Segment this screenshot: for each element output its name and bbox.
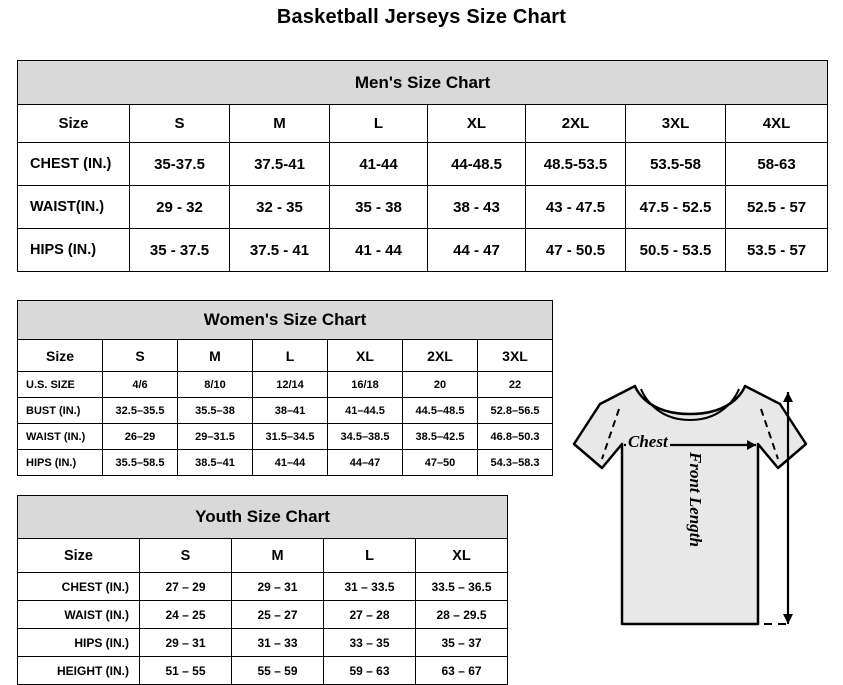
mens-row-label-hips: HIPS (IN.) xyxy=(18,229,130,272)
womens-ussize-xl: 16/18 xyxy=(328,372,403,398)
mens-header-xl: XL xyxy=(428,105,526,143)
youth-height-s: 51 – 55 xyxy=(140,657,232,685)
mens-chest-s: 35-37.5 xyxy=(130,143,230,186)
page-title: Basketball Jerseys Size Chart xyxy=(276,6,567,28)
mens-chest-3xl: 53.5-58 xyxy=(626,143,726,186)
youth-height-l: 59 – 63 xyxy=(324,657,416,685)
mens-hips-xl: 44 - 47 xyxy=(428,229,526,272)
youth-height-xl: 63 – 67 xyxy=(416,657,508,685)
womens-bust-3xl: 52.8–56.5 xyxy=(478,398,553,424)
table-row xyxy=(18,424,553,450)
mens-waist-4xl: 52.5 - 57 xyxy=(726,186,828,229)
youth-chart-title: Youth Size Chart xyxy=(18,496,508,539)
youth-chest-xl: 33.5 – 36.5 xyxy=(416,573,508,601)
mens-header-row xyxy=(18,105,828,143)
mens-hips-l: 41 - 44 xyxy=(330,229,428,272)
womens-header-row xyxy=(18,340,553,372)
table-row xyxy=(18,229,828,272)
womens-hips-2xl: 47–50 xyxy=(403,450,478,476)
table-row xyxy=(18,573,508,601)
youth-chart-title-row xyxy=(18,496,508,539)
youth-waist-xl: 28 – 29.5 xyxy=(416,601,508,629)
womens-bust-l: 38–41 xyxy=(253,398,328,424)
womens-header-size: Size xyxy=(18,340,103,372)
mens-chest-xl: 44-48.5 xyxy=(428,143,526,186)
table-row xyxy=(18,601,508,629)
mens-hips-s: 35 - 37.5 xyxy=(130,229,230,272)
youth-header-xl: XL xyxy=(416,539,508,573)
youth-row-label-chest: CHEST (IN.) xyxy=(18,573,140,601)
youth-row-label-height: HEIGHT (IN.) xyxy=(18,657,140,685)
table-row xyxy=(18,398,553,424)
youth-size-chart-table xyxy=(17,495,508,685)
womens-bust-s: 32.5–35.5 xyxy=(103,398,178,424)
womens-ussize-m: 8/10 xyxy=(178,372,253,398)
mens-hips-2xl: 47 - 50.5 xyxy=(526,229,626,272)
table-row xyxy=(18,372,553,398)
womens-ussize-3xl: 22 xyxy=(478,372,553,398)
womens-ussize-s: 4/6 xyxy=(103,372,178,398)
womens-waist-3xl: 46.8–50.3 xyxy=(478,424,553,450)
womens-chart-title-row xyxy=(18,301,553,340)
table-row xyxy=(18,186,828,229)
mens-hips-3xl: 50.5 - 53.5 xyxy=(626,229,726,272)
mens-hips-m: 37.5 - 41 xyxy=(230,229,330,272)
shirt-measurement-diagram xyxy=(540,352,840,672)
womens-header-l: L xyxy=(253,340,328,372)
youth-hips-xl: 35 – 37 xyxy=(416,629,508,657)
mens-header-4xl: 4XL xyxy=(726,105,828,143)
mens-size-chart-table xyxy=(17,60,828,272)
womens-waist-2xl: 38.5–42.5 xyxy=(403,424,478,450)
youth-hips-s: 29 – 31 xyxy=(140,629,232,657)
womens-hips-3xl: 54.3–58.3 xyxy=(478,450,553,476)
womens-header-2xl: 2XL xyxy=(403,340,478,372)
mens-chest-l: 41-44 xyxy=(330,143,428,186)
womens-chart-title: Women's Size Chart xyxy=(18,301,553,340)
womens-bust-xl: 41–44.5 xyxy=(328,398,403,424)
youth-chest-m: 29 – 31 xyxy=(232,573,324,601)
womens-hips-m: 38.5–41 xyxy=(178,450,253,476)
mens-chart-title-row xyxy=(18,61,828,105)
mens-chest-m: 37.5-41 xyxy=(230,143,330,186)
womens-ussize-l: 12/14 xyxy=(253,372,328,398)
youth-waist-s: 24 – 25 xyxy=(140,601,232,629)
mens-waist-s: 29 - 32 xyxy=(130,186,230,229)
mens-waist-m: 32 - 35 xyxy=(230,186,330,229)
womens-row-label-bust: BUST (IN.) xyxy=(18,398,103,424)
mens-waist-2xl: 43 - 47.5 xyxy=(526,186,626,229)
womens-waist-m: 29–31.5 xyxy=(178,424,253,450)
mens-chart-title: Men's Size Chart xyxy=(18,61,828,105)
womens-bust-m: 35.5–38 xyxy=(178,398,253,424)
mens-header-2xl: 2XL xyxy=(526,105,626,143)
mens-row-label-waist: WAIST(IN.) xyxy=(18,186,130,229)
womens-header-xl: XL xyxy=(328,340,403,372)
mens-header-l: L xyxy=(330,105,428,143)
table-row xyxy=(18,450,553,476)
womens-row-label-waist: WAIST (IN.) xyxy=(18,424,103,450)
womens-waist-xl: 34.5–38.5 xyxy=(328,424,403,450)
womens-size-chart-table xyxy=(17,300,553,476)
mens-hips-4xl: 53.5 - 57 xyxy=(726,229,828,272)
womens-ussize-2xl: 20 xyxy=(403,372,478,398)
youth-row-label-hips: HIPS (IN.) xyxy=(18,629,140,657)
table-row xyxy=(18,657,508,685)
womens-hips-l: 41–44 xyxy=(253,450,328,476)
mens-waist-3xl: 47.5 - 52.5 xyxy=(626,186,726,229)
womens-hips-xl: 44–47 xyxy=(328,450,403,476)
youth-row-label-waist: WAIST (IN.) xyxy=(18,601,140,629)
table-row xyxy=(18,143,828,186)
mens-chest-4xl: 58-63 xyxy=(726,143,828,186)
womens-header-3xl: 3XL xyxy=(478,340,553,372)
womens-row-label-hips: HIPS (IN.) xyxy=(18,450,103,476)
youth-waist-m: 25 – 27 xyxy=(232,601,324,629)
youth-header-s: S xyxy=(140,539,232,573)
mens-header-3xl: 3XL xyxy=(626,105,726,143)
mens-waist-xl: 38 - 43 xyxy=(428,186,526,229)
mens-waist-l: 35 - 38 xyxy=(330,186,428,229)
youth-hips-m: 31 – 33 xyxy=(232,629,324,657)
chest-measurement-label: Chest xyxy=(628,432,668,451)
womens-waist-l: 31.5–34.5 xyxy=(253,424,328,450)
youth-header-l: L xyxy=(324,539,416,573)
womens-header-m: M xyxy=(178,340,253,372)
front-length-measurement-label: Front Length xyxy=(686,452,705,547)
youth-waist-l: 27 – 28 xyxy=(324,601,416,629)
youth-header-row xyxy=(18,539,508,573)
youth-chest-l: 31 – 33.5 xyxy=(324,573,416,601)
youth-height-m: 55 – 59 xyxy=(232,657,324,685)
youth-header-size: Size xyxy=(18,539,140,573)
youth-hips-l: 33 – 35 xyxy=(324,629,416,657)
mens-row-label-chest: CHEST (IN.) xyxy=(18,143,130,186)
womens-row-label-us-size: U.S. SIZE xyxy=(18,372,103,398)
mens-header-m: M xyxy=(230,105,330,143)
mens-chest-2xl: 48.5-53.5 xyxy=(526,143,626,186)
womens-waist-s: 26–29 xyxy=(103,424,178,450)
mens-header-size: Size xyxy=(18,105,130,143)
youth-header-m: M xyxy=(232,539,324,573)
womens-header-s: S xyxy=(103,340,178,372)
youth-chest-s: 27 – 29 xyxy=(140,573,232,601)
mens-header-s: S xyxy=(130,105,230,143)
table-row xyxy=(18,629,508,657)
womens-hips-s: 35.5–58.5 xyxy=(103,450,178,476)
womens-bust-2xl: 44.5–48.5 xyxy=(403,398,478,424)
